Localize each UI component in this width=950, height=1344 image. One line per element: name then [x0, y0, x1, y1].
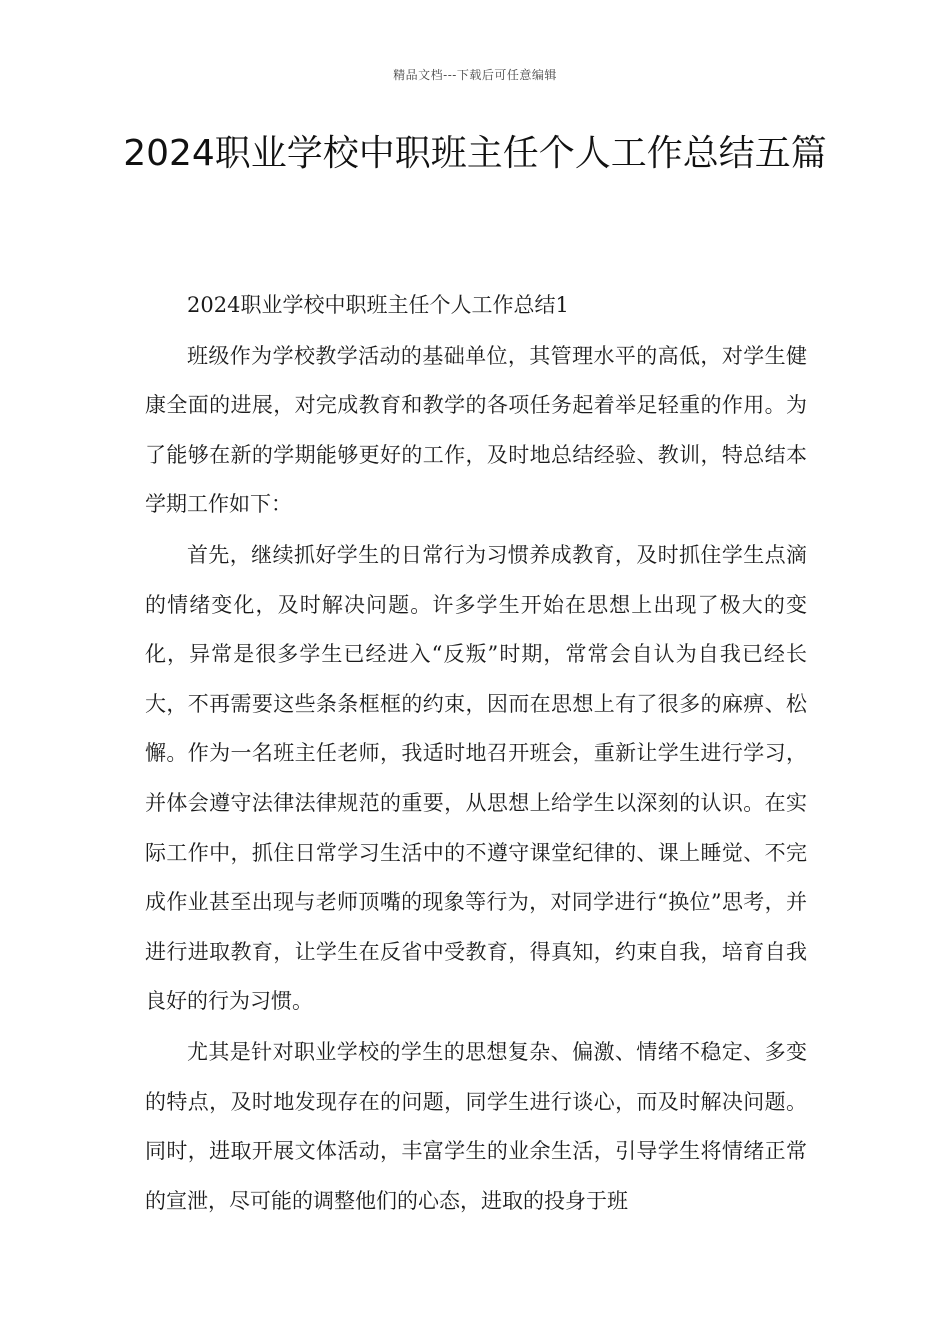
- paragraph-2: 首先，继续抓好学生的日常行为习惯养成教育，及时抓住学生点滴的情绪变化，及时解决问题。许多学生开始在思想上出现了极大的变化，异常是很多学生已经进入“反叛”时期，常常会自认为自我已经长大，不再需要这些条条框框的约束，因而在思想上有了很多的麻痹、松懈。作为一名班主任老师，我适时地召开班会，重新让学生进行学习，并体会遵守法律法律规范的重要，从思想上给学生以深刻的认识。在实际工作中，抓住日常学习生活中的不遵守课堂纪律的、课上睡觉、不完成作业甚至出现与老师顶嘴的现象等行为，对同学进行“换位”思考，并进行进取教育，让学生在反省中受教育，得真知，约束自我，培育自我良好的行为习惯。: [145, 542, 807, 1014]
- paragraph-1: 班级作为学校教学活动的基础单位，其管理水平的高低，对学生健康全面的进展，对完成教育和教学的各项任务起着举足轻重的作用。为了能够在新的学期能够更好的工作，及时地总结经验、教训，特总结本学期工作如下：: [145, 343, 807, 517]
- section-heading: 2024职业学校中职班主任个人工作总结1: [187, 293, 569, 317]
- header-note: 精品文档---下载后可任意编辑: [393, 68, 557, 82]
- paragraph-3: 尤其是针对职业学校的学生的思想复杂、偏激、情绪不稳定、多变的特点，及时地发现存在的问题，同学生进行谈心，而及时解决问题。同时，进取开展文体活动，丰富学生的业余生活，引导学生将情绪正常的宣泄，尽可能的调整他们的心态，进取的投身于班: [145, 1039, 807, 1213]
- document-body: [145, 281, 807, 1227]
- document-title: 2024职业学校中职班主任个人工作总结五篇: [123, 133, 827, 174]
